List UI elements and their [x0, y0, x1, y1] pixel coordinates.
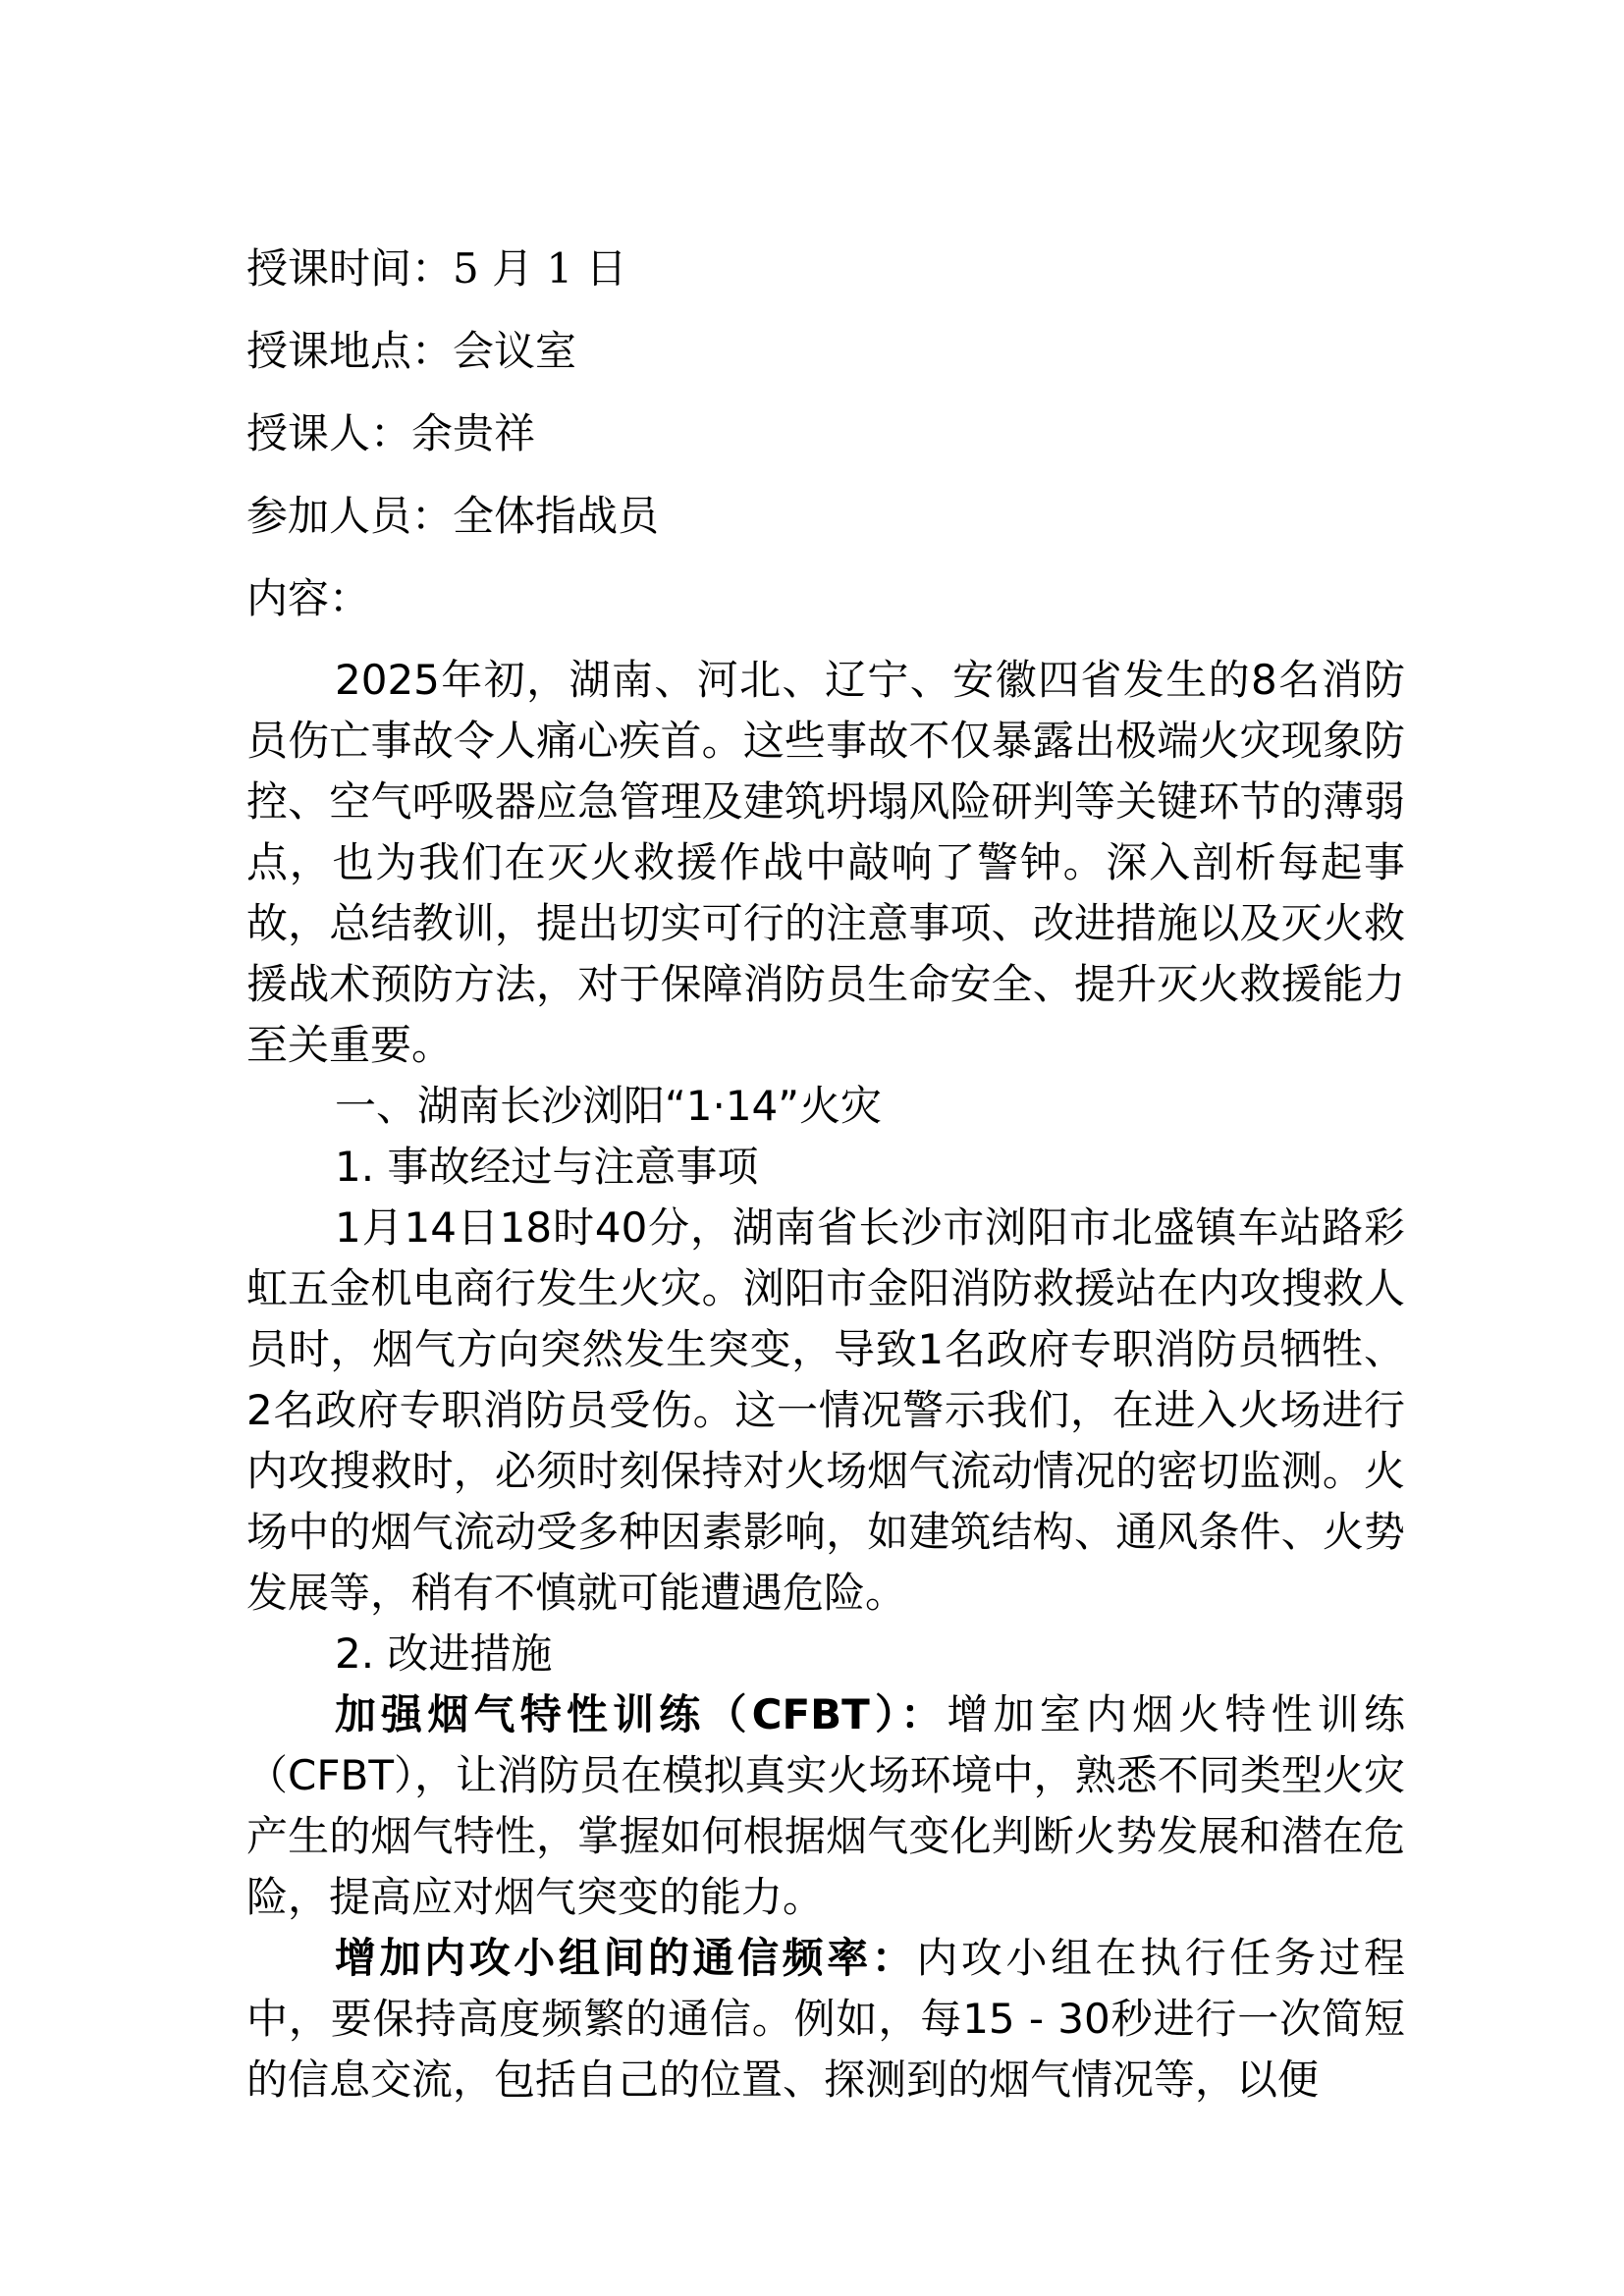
document-body	[246, 650, 1405, 2110]
subsection-heading-1: 1. 事故经过与注意事项	[335, 1143, 759, 1191]
measure-2-text: 内攻小组在执行任务过程中，要保持高度频繁的通信。例如，每15 - 30秒进行一次简短的信息交流，包括自己的位置、探测到的烟气情况等，以便	[246, 1934, 1405, 2104]
lesson-attendees: 参加人员：全体指战员	[246, 492, 660, 540]
lesson-time-day-unit: 日	[585, 244, 627, 293]
measure-2-title: 增加内攻小组间的通信频率：	[335, 1934, 917, 1982]
content-label: 内容：	[246, 574, 371, 622]
lesson-time-day-number: 1	[546, 244, 573, 293]
lesson-time-label: 授课时间：	[246, 244, 454, 293]
lesson-teacher: 授课人：余贵祥	[246, 409, 536, 457]
measure-paragraph-1	[246, 1684, 1405, 1928]
section-heading: 一、湖南长沙浏阳“1·14”火灾	[335, 1082, 883, 1130]
lesson-time-month-unit: 月	[492, 244, 534, 293]
incident-paragraph: 1月14日18时40分，湖南省长沙市浏阳市北盛镇车站路彩虹五金机电商行发生火灾。浏阳市金阳消防救援站在内攻搜救人员时，烟气方向突然发生突变，导致1名政府专职消防员牺牲、2名政府专职消防员受伤。这一情况警示我们，在进入火场进行内攻搜救时，必须时刻保持对火场烟气流动情况的密切监测。火场中的烟气流动受多种因素影响，如建筑结构、通风条件、火势发展等，稍有不慎就可能遭遇危险。	[246, 1203, 1405, 1617]
document-page	[246, 228, 1405, 2110]
measure-1-title: 加强烟气特性训练（CFBT）：	[335, 1690, 947, 1738]
intro-paragraph: 2025年初，湖南、河北、辽宁、安徽四省发生的8名消防员伤亡事故令人痛心疾首。这些事故不仅暴露出极端火灾现象防控、空气呼吸器应急管理及建筑坍塌风险研判等关键环节的薄弱点，也为我们在灭火救援作战中敲响了警钟。深入剖析每起事故，总结教训，提出切实可行的注意事项、改进措施以及灭火救援战术预防方法，对于保障消防员生命安全、提升灭火救援能力至关重要。	[246, 656, 1405, 1069]
measure-paragraph-2	[246, 1928, 1405, 2110]
lesson-time	[246, 228, 1405, 310]
lesson-time-month-number: 5	[453, 244, 479, 293]
lesson-place: 授课地点：会议室	[246, 327, 577, 375]
measure-1-text: 增加室内烟火特性训练（CFBT），让消防员在模拟真实火场环境中，熟悉不同类型火灾产生的烟气特性，掌握如何根据烟气变化判断火势发展和潜在危险，提高应对烟气突变的能力。	[246, 1690, 1405, 1921]
subsection-heading-2: 2. 改进措施	[335, 1629, 553, 1678]
